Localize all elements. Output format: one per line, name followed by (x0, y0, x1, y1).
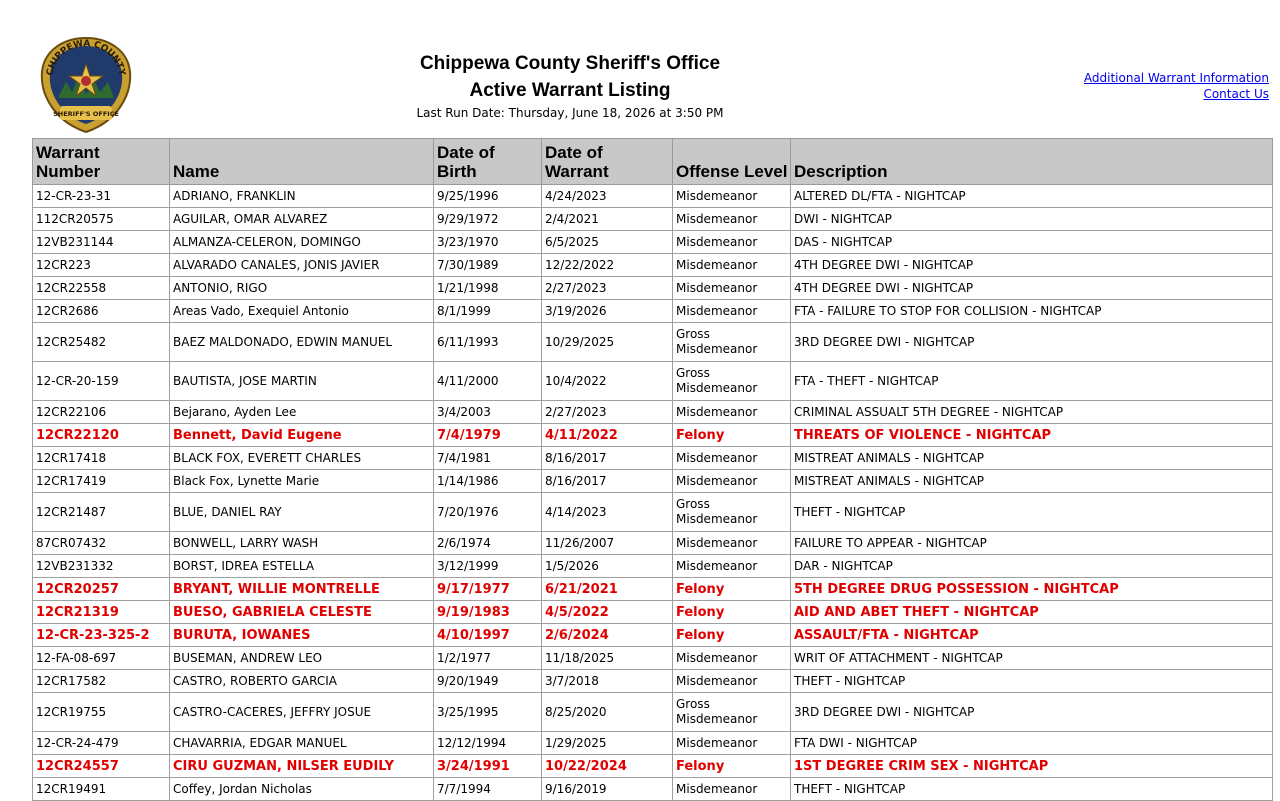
date-of-warrant-cell: 4/14/2023 (542, 493, 673, 532)
column-header-date-of-birth: Date of Birth (434, 139, 542, 185)
description-cell: FTA - THEFT - NIGHTCAP (791, 362, 1273, 401)
name-cell: ADRIANO, FRANKLIN (170, 185, 434, 208)
table-row (33, 362, 1273, 401)
warrant-number-cell: 12-CR-20-159 (33, 362, 170, 401)
date-of-warrant-cell: 8/16/2017 (542, 447, 673, 470)
name-cell: Bennett, David Eugene (170, 424, 434, 447)
name-cell: BAUTISTA, JOSE MARTIN (170, 362, 434, 401)
date-of-warrant-cell: 4/5/2022 (542, 601, 673, 624)
warrant-number-cell: 12CR17419 (33, 470, 170, 493)
date-of-birth-cell: 3/24/1991 (434, 755, 542, 778)
date-of-warrant-cell: 2/27/2023 (542, 277, 673, 300)
description-cell: 1ST DEGREE CRIM SEX - NIGHTCAP (791, 755, 1273, 778)
offense-level-cell: Misdemeanor (673, 277, 791, 300)
date-of-birth-cell: 12/12/1994 (434, 732, 542, 755)
table-row (33, 693, 1273, 732)
date-of-warrant-cell: 11/26/2007 (542, 532, 673, 555)
date-of-birth-cell: 1/2/1977 (434, 647, 542, 670)
offense-level-cell: Misdemeanor (673, 470, 791, 493)
table-row (33, 277, 1273, 300)
warrant-number-cell: 12-CR-23-31 (33, 185, 170, 208)
name-cell: CASTRO, ROBERTO GARCIA (170, 670, 434, 693)
table-row (33, 647, 1273, 670)
date-of-birth-cell: 7/4/1981 (434, 447, 542, 470)
date-of-warrant-cell: 1/29/2025 (542, 732, 673, 755)
date-of-birth-cell: 1/14/1986 (434, 470, 542, 493)
date-of-warrant-cell: 10/4/2022 (542, 362, 673, 401)
warrant-table (32, 138, 1273, 801)
warrant-number-cell: 12CR2686 (33, 300, 170, 323)
table-row (33, 532, 1273, 555)
table-row (33, 493, 1273, 532)
name-cell: BLUE, DANIEL RAY (170, 493, 434, 532)
description-cell: 3RD DEGREE DWI - NIGHTCAP (791, 693, 1273, 732)
table-row (33, 254, 1273, 277)
offense-level-cell: Felony (673, 624, 791, 647)
warrant-number-cell: 12CR223 (33, 254, 170, 277)
description-cell: MISTREAT ANIMALS - NIGHTCAP (791, 447, 1273, 470)
description-cell: THEFT - NIGHTCAP (791, 493, 1273, 532)
date-of-birth-cell: 3/4/2003 (434, 401, 542, 424)
description-cell: FTA DWI - NIGHTCAP (791, 732, 1273, 755)
date-of-birth-cell: 9/20/1949 (434, 670, 542, 693)
column-header-warrant-number: Warrant Number (33, 139, 170, 185)
column-header-name: Name (170, 139, 434, 185)
name-cell: Bejarano, Ayden Lee (170, 401, 434, 424)
offense-level-cell: Felony (673, 601, 791, 624)
description-cell: DWI - NIGHTCAP (791, 208, 1273, 231)
date-of-birth-cell: 7/30/1989 (434, 254, 542, 277)
offense-level-cell: Misdemeanor (673, 300, 791, 323)
description-cell: MISTREAT ANIMALS - NIGHTCAP (791, 470, 1273, 493)
description-cell: THEFT - NIGHTCAP (791, 670, 1273, 693)
table-row (33, 470, 1273, 493)
description-cell: CRIMINAL ASSUALT 5TH DEGREE - NIGHTCAP (791, 401, 1273, 424)
table-row (33, 578, 1273, 601)
offense-level-cell: Gross Misdemeanor (673, 362, 791, 401)
warrant-number-cell: 12-FA-08-697 (33, 647, 170, 670)
date-of-warrant-cell: 12/22/2022 (542, 254, 673, 277)
offense-level-cell: Misdemeanor (673, 401, 791, 424)
table-row (33, 778, 1273, 801)
last-run-date: Last Run Date: Thursday, June 18, 2026 at 3:50 PM (416, 106, 724, 120)
description-cell: ASSAULT/FTA - NIGHTCAP (791, 624, 1273, 647)
date-of-warrant-cell: 9/16/2019 (542, 778, 673, 801)
column-header-offense-level: Offense Level (673, 139, 791, 185)
date-of-warrant-cell: 2/6/2024 (542, 624, 673, 647)
date-of-warrant-cell: 10/22/2024 (542, 755, 673, 778)
offense-level-cell: Misdemeanor (673, 447, 791, 470)
warrant-table-body (33, 185, 1273, 801)
name-cell: AGUILAR, OMAR ALVAREZ (170, 208, 434, 231)
description-cell: 4TH DEGREE DWI - NIGHTCAP (791, 277, 1273, 300)
table-row (33, 401, 1273, 424)
warrant-number-cell: 12CR21487 (33, 493, 170, 532)
name-cell: ANTONIO, RIGO (170, 277, 434, 300)
name-cell: BUSEMAN, ANDREW LEO (170, 647, 434, 670)
page-title: Chippewa County Sheriff's Office (419, 53, 721, 74)
name-cell: CIRU GUZMAN, NILSER EUDILY (170, 755, 434, 778)
description-cell: FAILURE TO APPEAR - NIGHTCAP (791, 532, 1273, 555)
warrant-number-cell: 12CR22120 (33, 424, 170, 447)
offense-level-cell: Misdemeanor (673, 647, 791, 670)
table-row (33, 208, 1273, 231)
date-of-birth-cell: 4/11/2000 (434, 362, 542, 401)
offense-level-cell: Gross Misdemeanor (673, 323, 791, 362)
date-of-birth-cell: 3/25/1995 (434, 693, 542, 732)
table-row (33, 624, 1273, 647)
description-cell: DAR - NIGHTCAP (791, 555, 1273, 578)
warrant-number-cell: 12CR22106 (33, 401, 170, 424)
date-of-warrant-cell: 4/24/2023 (542, 185, 673, 208)
warrant-number-cell: 87CR07432 (33, 532, 170, 555)
contact-us-link[interactable]: Contact Us (1203, 87, 1269, 101)
table-row (33, 424, 1273, 447)
page-header (300, 50, 840, 120)
date-of-birth-cell: 1/21/1998 (434, 277, 542, 300)
offense-level-cell: Felony (673, 578, 791, 601)
warrant-number-cell: 12CR25482 (33, 323, 170, 362)
description-cell: 5TH DEGREE DRUG POSSESSION - NIGHTCAP (791, 578, 1273, 601)
date-of-warrant-cell: 11/18/2025 (542, 647, 673, 670)
offense-level-cell: Misdemeanor (673, 532, 791, 555)
name-cell: BORST, IDREA ESTELLA (170, 555, 434, 578)
offense-level-cell: Gross Misdemeanor (673, 493, 791, 532)
name-cell: Coffey, Jordan Nicholas (170, 778, 434, 801)
warrant-number-cell: 112CR20575 (33, 208, 170, 231)
offense-level-cell: Gross Misdemeanor (673, 693, 791, 732)
date-of-warrant-cell: 10/29/2025 (542, 323, 673, 362)
warrant-number-cell: 12-CR-23-325-2 (33, 624, 170, 647)
date-of-birth-cell: 8/1/1999 (434, 300, 542, 323)
warrant-number-cell: 12CR22558 (33, 277, 170, 300)
warrant-number-cell: 12CR17582 (33, 670, 170, 693)
date-of-birth-cell: 9/19/1983 (434, 601, 542, 624)
date-of-warrant-cell: 1/5/2026 (542, 555, 673, 578)
table-row (33, 231, 1273, 254)
table-row (33, 185, 1273, 208)
table-row (33, 447, 1273, 470)
description-cell: 3RD DEGREE DWI - NIGHTCAP (791, 323, 1273, 362)
date-of-birth-cell: 3/23/1970 (434, 231, 542, 254)
offense-level-cell: Misdemeanor (673, 231, 791, 254)
page-subtitle: Active Warrant Listing (469, 80, 671, 101)
date-of-birth-cell: 9/25/1996 (434, 185, 542, 208)
description-cell: THEFT - NIGHTCAP (791, 778, 1273, 801)
date-of-birth-cell: 9/29/1972 (434, 208, 542, 231)
table-row (33, 323, 1273, 362)
date-of-warrant-cell: 6/5/2025 (542, 231, 673, 254)
name-cell: Black Fox, Lynette Marie (170, 470, 434, 493)
name-cell: BAEZ MALDONADO, EDWIN MANUEL (170, 323, 434, 362)
name-cell: BONWELL, LARRY WASH (170, 532, 434, 555)
table-row (33, 670, 1273, 693)
offense-level-cell: Felony (673, 424, 791, 447)
offense-level-cell: Misdemeanor (673, 185, 791, 208)
warrant-number-cell: 12CR19491 (33, 778, 170, 801)
offense-level-cell: Misdemeanor (673, 208, 791, 231)
column-header-date-of-warrant: Date of Warrant (542, 139, 673, 185)
logo-bottom-text: SHERIFF'S OFFICE (53, 110, 119, 118)
warrant-number-cell: 12CR20257 (33, 578, 170, 601)
name-cell: CASTRO-CACERES, JEFFRY JOSUE (170, 693, 434, 732)
table-row (33, 555, 1273, 578)
name-cell: CHAVARRIA, EDGAR MANUEL (170, 732, 434, 755)
offense-level-cell: Misdemeanor (673, 555, 791, 578)
date-of-warrant-cell: 3/19/2026 (542, 300, 673, 323)
description-cell: WRIT OF ATTACHMENT - NIGHTCAP (791, 647, 1273, 670)
offense-level-cell: Misdemeanor (673, 732, 791, 755)
logo-top-text: CHIPPEWA COUNTY (45, 38, 127, 77)
name-cell: BUESO, GABRIELA CELESTE (170, 601, 434, 624)
warrant-number-cell: 12CR19755 (33, 693, 170, 732)
name-cell: Areas Vado, Exequiel Antonio (170, 300, 434, 323)
warrant-number-cell: 12CR21319 (33, 601, 170, 624)
additional-warrant-info-link[interactable]: Additional Warrant Information (1083, 71, 1269, 85)
description-cell: ALTERED DL/FTA - NIGHTCAP (791, 185, 1273, 208)
offense-level-cell: Felony (673, 755, 791, 778)
warrant-number-cell: 12CR24557 (33, 755, 170, 778)
name-cell: BRYANT, WILLIE MONTRELLE (170, 578, 434, 601)
warrant-number-cell: 12CR17418 (33, 447, 170, 470)
date-of-warrant-cell: 8/16/2017 (542, 470, 673, 493)
name-cell: BURUTA, IOWANES (170, 624, 434, 647)
sheriff-badge-logo (38, 36, 134, 134)
column-header-description: Description (791, 139, 1273, 185)
warrant-number-cell: 12VB231144 (33, 231, 170, 254)
warrant-number-cell: 12-CR-24-479 (33, 732, 170, 755)
table-header-row (33, 139, 1273, 185)
date-of-warrant-cell: 4/11/2022 (542, 424, 673, 447)
name-cell: ALMANZA-CELERON, DOMINGO (170, 231, 434, 254)
date-of-birth-cell: 6/11/1993 (434, 323, 542, 362)
offense-level-cell: Misdemeanor (673, 778, 791, 801)
description-cell: THREATS OF VIOLENCE - NIGHTCAP (791, 424, 1273, 447)
date-of-birth-cell: 7/7/1994 (434, 778, 542, 801)
table-row (33, 755, 1273, 778)
description-cell: FTA - FAILURE TO STOP FOR COLLISION - NIGHTCAP (791, 300, 1273, 323)
date-of-warrant-cell: 3/7/2018 (542, 670, 673, 693)
date-of-birth-cell: 7/20/1976 (434, 493, 542, 532)
date-of-warrant-cell: 2/4/2021 (542, 208, 673, 231)
warrant-number-cell: 12VB231332 (33, 555, 170, 578)
table-row (33, 300, 1273, 323)
date-of-warrant-cell: 6/21/2021 (542, 578, 673, 601)
date-of-birth-cell: 7/4/1979 (434, 424, 542, 447)
date-of-birth-cell: 9/17/1977 (434, 578, 542, 601)
date-of-birth-cell: 2/6/1974 (434, 532, 542, 555)
date-of-warrant-cell: 2/27/2023 (542, 401, 673, 424)
description-cell: DAS - NIGHTCAP (791, 231, 1273, 254)
table-row (33, 601, 1273, 624)
date-of-birth-cell: 4/10/1997 (434, 624, 542, 647)
offense-level-cell: Misdemeanor (673, 670, 791, 693)
header-links (1084, 70, 1269, 102)
description-cell: 4TH DEGREE DWI - NIGHTCAP (791, 254, 1273, 277)
table-row (33, 732, 1273, 755)
description-cell: AID AND ABET THEFT - NIGHTCAP (791, 601, 1273, 624)
name-cell: ALVARADO CANALES, JONIS JAVIER (170, 254, 434, 277)
date-of-warrant-cell: 8/25/2020 (542, 693, 673, 732)
date-of-birth-cell: 3/12/1999 (434, 555, 542, 578)
name-cell: BLACK FOX, EVERETT CHARLES (170, 447, 434, 470)
offense-level-cell: Misdemeanor (673, 254, 791, 277)
